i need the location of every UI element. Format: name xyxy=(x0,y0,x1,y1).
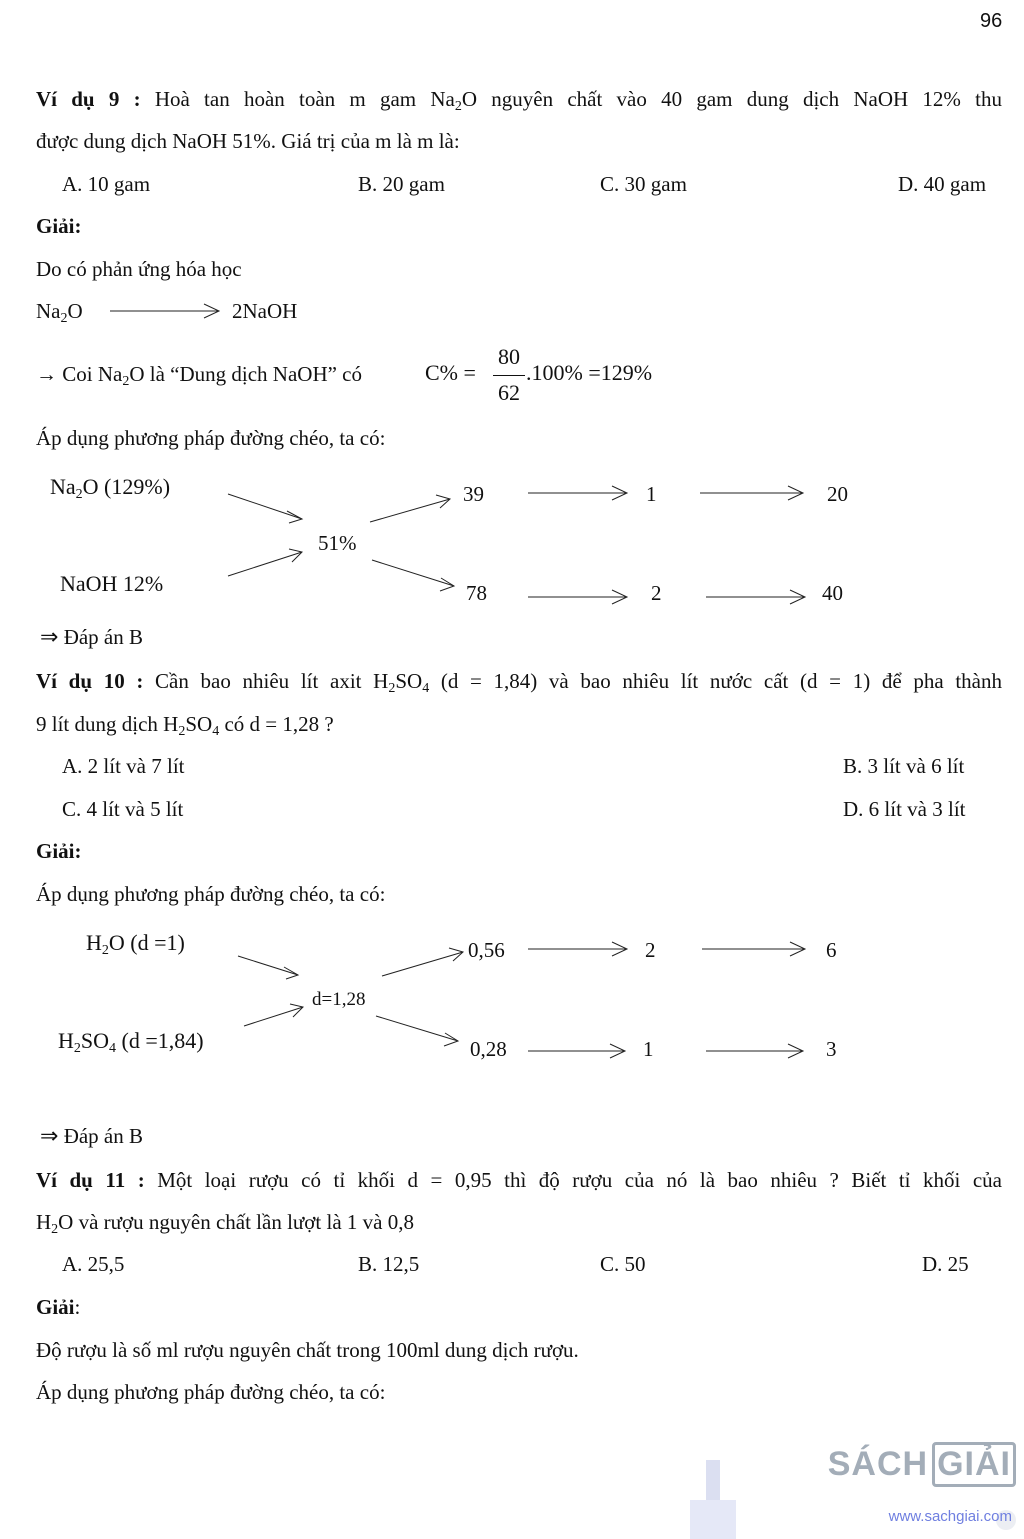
diagram1-bottom-left: NaOH 12% xyxy=(60,571,164,596)
diagram2-bottom-value-3: 3 xyxy=(826,1037,837,1061)
ex11-option-c: C. 50 xyxy=(600,1252,646,1276)
diagram1-bottom-value-3: 40 xyxy=(822,581,843,605)
reaction-arrow xyxy=(110,304,219,318)
diagram1-top-value-2: 1 xyxy=(646,482,657,506)
diagram2-bottom-left: $H_2SO_4$ (d =1,84) xyxy=(58,1028,204,1056)
diagram2-top-value-2: 2 xyxy=(645,938,656,962)
ex9-formula-suffix: .100% =129% xyxy=(526,360,653,385)
ex9-formula-numerator: 80 xyxy=(498,344,520,369)
ex9-consider: → Coi $Na_2O$ là “Dung dịch NaOH” có xyxy=(36,362,362,389)
ex11-question-line1: Ví dụ 11 : Một loại rượu có tỉ khối d = 0,95 thì độ rượu của nó là bao nhiêu ? Biết tỉ khối của xyxy=(36,1168,1002,1192)
ex9-option-a: A. 10 gam xyxy=(62,172,151,196)
ex11-method: Áp dụng phương pháp đường chéo, ta có: xyxy=(36,1380,386,1404)
ex10-option-c: C. 4 lít và 5 lít xyxy=(62,797,184,821)
ex9-formula-denominator: 62 xyxy=(498,380,520,405)
diagram1-center: 51% xyxy=(318,531,357,555)
ex9-reaction-right: 2NaOH xyxy=(232,299,298,323)
ex9-formula-prefix: C% = xyxy=(425,360,476,385)
ex11-question-line2: $H_2O$ và rượu nguyên chất lần lượt là 1 và 0,8 xyxy=(36,1210,414,1237)
ex9-reason: Do có phản ứng hóa học xyxy=(36,257,242,281)
diagram1-top-value-1: 39 xyxy=(463,482,484,506)
ex9-solution-label: Giải: xyxy=(36,214,82,238)
diagram1-top-value-3: 20 xyxy=(827,482,848,506)
watermark-brand: SÁCH GIẢI xyxy=(828,1442,1016,1487)
diagram1-top-left: $Na_2O$ (129%) xyxy=(50,474,171,502)
diagram2-top-value-1: 0,56 xyxy=(468,938,505,962)
diagram2-bottom-value-1: 0,28 xyxy=(470,1037,507,1061)
ex10-question-line1: Ví dụ 10 : Cần bao nhiêu lít axit $H_2SO_4$ (d = 1,84) và bao nhiêu lít nước cất (d = 1) để pha thành xyxy=(36,669,1002,696)
diagram2-top-value-3: 6 xyxy=(826,938,837,962)
diagram1-bottom-value-1: 78 xyxy=(466,581,487,605)
ex10-answer: ⇒ Đáp án B xyxy=(40,1124,144,1149)
diagram2-top-left: $H_2O$ (d =1) xyxy=(86,930,185,958)
implies-icon: ⇒ xyxy=(40,1124,59,1149)
ex10-label: Ví dụ 10 : xyxy=(36,669,144,693)
ex11-option-a: A. 25,5 xyxy=(62,1252,125,1276)
ex10-option-a: A. 2 lít và 7 lít xyxy=(62,754,185,778)
ex10-solution-label: Giải: xyxy=(36,839,82,863)
implies-icon: ⇒ xyxy=(40,625,59,650)
ex9-question-line1: Ví dụ 9 : Hoà tan hoàn toàn m gam $Na_2O$ nguyên chất vào 40 gam dung dịch NaOH 12% thu xyxy=(36,87,1002,114)
ex11-option-d: D. 25 xyxy=(922,1252,969,1276)
ex10-option-b: B. 3 lít và 6 lít xyxy=(843,754,965,778)
ex9-method: Áp dụng phương pháp đường chéo, ta có: xyxy=(36,426,386,450)
ex10-option-d: D. 6 lít và 3 lít xyxy=(843,797,966,821)
ex9-option-d: D. 40 gam xyxy=(898,172,987,196)
ex10-method: Áp dụng phương pháp đường chéo, ta có: xyxy=(36,882,386,906)
ex9-option-b: B. 20 gam xyxy=(358,172,445,196)
diagram1-arrows xyxy=(228,486,805,604)
ex9-question-line2: được dung dịch NaOH 51%. Giá trị của m là m là: xyxy=(36,129,460,153)
ex11-definition: Độ rượu là số ml rượu nguyên chất trong 100ml dung dịch rượu. xyxy=(36,1338,579,1362)
diagram2-bottom-value-2: 1 xyxy=(643,1037,654,1061)
diagram2-center: d=1,28 xyxy=(312,989,366,1010)
ex11-solution-label: Giải: xyxy=(36,1295,81,1319)
ex10-question-line2: 9 lít dung dịch $H_2SO_4$ có d = 1,28 ? xyxy=(36,712,334,739)
ex11-option-b: B. 12,5 xyxy=(358,1252,420,1276)
watermark-url: www.sachgiai.com xyxy=(888,1508,1012,1525)
ex11-label: Ví dụ 11 : xyxy=(36,1168,145,1192)
diagram2-arrows xyxy=(238,942,805,1058)
page-number: 96 xyxy=(980,10,1003,32)
ex9-option-c: C. 30 gam xyxy=(600,172,687,196)
ex9-reaction-left: $Na_2O$ xyxy=(36,299,83,326)
ex9-label: Ví dụ 9 : xyxy=(36,87,141,111)
ex9-answer: ⇒ Đáp án B xyxy=(40,625,144,650)
diagram1-bottom-value-2: 2 xyxy=(651,581,662,605)
